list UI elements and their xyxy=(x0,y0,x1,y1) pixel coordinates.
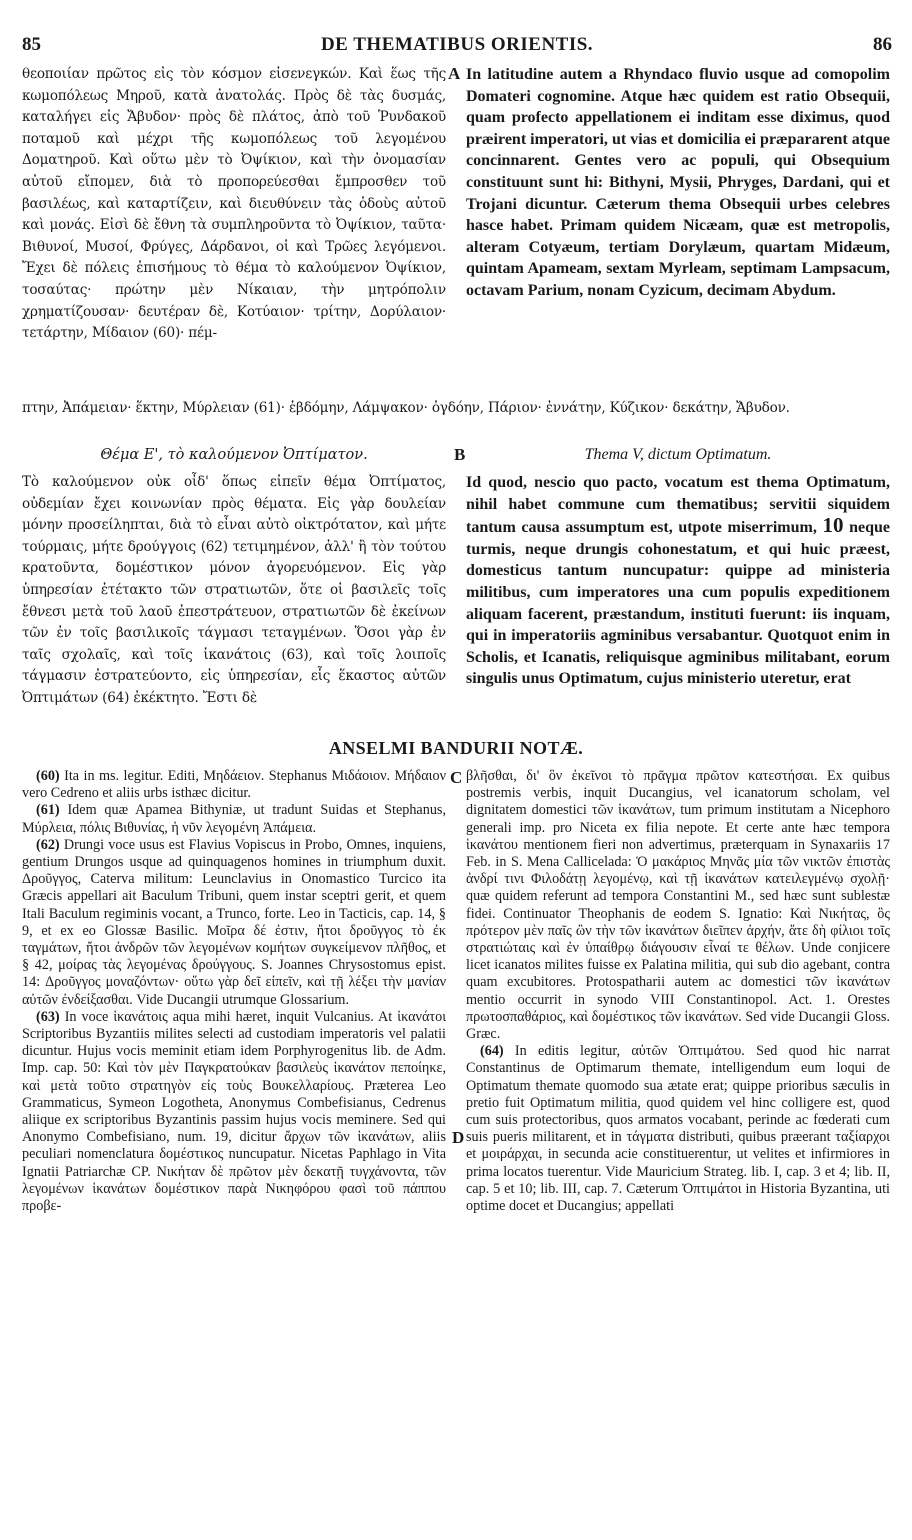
latin-text-top: In latitudine autem a Rhyndaco fluvio usque ad comopolim Domateri cognomine. Atque hæc quidem est ratio Obsequii, quam profecto appellationem ei inditam esse diximus, quod præirent imperatori, ut vias et domicilia ei præpararent atque concinnarent. Gentes vero ac populi, qui Obsequium constituunt sunt hi: Bithyni, Mysii, Phryges, Dardani, qui et Trojani dicuntur. Cæterum thema Obsequii urbes celebres hasce habet. Primam quidem Nicæam, quæ est metropolis, alteram Cotyæum, tertiam Dorylæum, quartam Midæum, quintam Apameam, sextam Myrleam, septimam Lampsacum, octavam Parium, nonam Cyzicum, decimam Abydum. xyxy=(466,66,890,299)
marginal-number: 10 xyxy=(822,513,844,538)
notes-title: ANSELMI BANDURII NOTÆ. xyxy=(328,738,584,758)
section-title-latin: Thema V, dictum Optimatum. xyxy=(584,446,772,463)
greek-text-top: θεοποιίαν πρῶτος εἰς τὸν κόσμον εἰσενεγκών. Καὶ ἕως τῆς κωμοπόλεως Μηροῦ, κατὰ ἀνατολάς. Πρὸς δὲ τὰς δυσμάς, καταλήγει εἰς Ἄβυδον· πρὸς δὲ πλάτος, ἀπὸ τοῦ Ῥυνδακοῦ ποταμοῦ καὶ μέχρι τῆς κωμοπόλεως τοῦ λεγομένου Δοματηροῦ. Καὶ οὕτω μὲν τὸ Ὀψίκιον, καὶ τὴν ὀνομασίαν αὐτοῦ εἴπομεν, διὰ τὸ προπορεύεσθαι ἔμπροσθεν τοῦ βασιλέως, καὶ καταρτίζειν, καὶ διευθύνειν τὰς ὁδοὺς αὐτοῦ καὶ μονάς. Εἰσὶ δὲ ἔθνη τὰ συμπληροῦντα τὸ Ὀψίκιον, ταῦτα· Βιθυνοί, Μυσοί, Φρύγες, Δάρδανοι, οἱ καὶ Τρῶες λεγόμενοι. Ἔχει δὲ πόλεις ἐπισήμους τὸ θέμα τὸ καλούμενον Ὀψίκιον, τοσαύτας· πρώτην μὲν Νίκαιαν, τὴν μητρόπολιν χρηματίζουσαν· δευτέραν δὲ, Κοτύαιον· τρίτην, Δορύλαιον· τετάρτην, Μίδαιον (60)· πέμ- xyxy=(22,66,446,342)
greek-span-line xyxy=(22,398,892,442)
margin-mark-c: C xyxy=(450,768,463,787)
latin-text-main-a: Id quod, nescio quo pacto, vocatum est thema Optimatum, nihil habet commune cum thematibus; servitii siquidem tantum causa assumptum est, utpote miserrimum, xyxy=(466,474,890,537)
note-64: (64) In editis legitur, αὐτῶν Ὀπτιμάτου. Sed quod hic narrat Constantinus de Optimarum themate, intelligendum eum loqui de Optimatum themate quomodo sua ætate erat; quippe prioribus sæculis in pretio fuit Optimatum militia, quod quidem vel hinc colligere est, quod cum suis protectoribus, quos armatos vocabant, perinde ac fœderati cum suis pueris militarent, et in τάγματα distributi, quibus præerant ταξίαρχοι et μοιράρχαι, in secunda acie constituerentur, ut velites et infirmiores in prima locatos tuerentur. Vide Mauricium Strateg. lib. I, cap. 3 et 4; lib. II, cap. 5 et 10; lib. III, cap. 7. Cæterum Ὀπτιμάτοι in Historia Byzantina, uti optime docet et Ducangius; appellati xyxy=(466,1043,890,1215)
greek-column-main xyxy=(22,472,446,728)
margin-mark-a: A xyxy=(448,64,461,83)
latin-column-top xyxy=(466,64,890,386)
section-title-greek: Θέμα Ε', τὸ καλούμενον Ὀπτίματον. xyxy=(100,447,368,463)
margin-mark-b: B xyxy=(454,445,466,464)
running-header xyxy=(22,34,892,58)
notes-column-left xyxy=(22,768,446,1528)
page-number-right: 86 xyxy=(873,34,892,55)
greek-text-main: Τὸ καλούμενον οὐκ οἶδ' ὅπως εἰπεῖν θέμα Ὀπτίματος, οὐδεμίαν ἔχει κοινωνίαν πρὸς θέματα. Εἰς γὰρ δουλείαν μόνην προσείληπται, διὰ τὸ εἶναι αὐτὸ οἰκτρότατον, καὶ μήτε τούρμαις, μήτε δρούγγοις (62) τετιμημένον, ἀλλ' ἢ τὸν τούτου κρατοῦντα, δομέστικον μόνον ἀγορευόμενον. Εἰς γὰρ ὑπηρεσίαν ἐτέτακτο τῶν στρατιωτῶν, ὅτε οἱ βασιλεῖς τοῖς ἔθνεσι μετὰ τοῦ λαοῦ ἐπεστράτευον, στρατιωτῶν δὲ ἐκείνων τῶν ἐν τοῖς βασιλικοῖς τάγμασι τεταγμένων. Ὅσοι γὰρ ἐν ταῖς σχολαῖς, καὶ τοῖς ἱκανάτοις (63), καὶ τοῖς λοιποῖς τάγμασιν ἐστρατεύοντο, εἰς ὑπηρεσίαν, εἷς ἕκαστος αὐτῶν Ὀπτιμάτων (64) ἐκέκτητο. Ἔστι δὲ xyxy=(22,474,446,706)
latin-text-main xyxy=(466,472,890,690)
greek-span-text: πτην, Ἀπάμειαν· ἕκτην, Μύρλειαν (61)· ἑβδόμην, Λάμψακον· ὀγδόην, Πάριον· ἐννάτην, Κύζικον· δεκάτην, Ἄβυδον. xyxy=(22,400,790,416)
margin-mark-d: D xyxy=(452,1128,465,1147)
page-number-left: 85 xyxy=(22,34,41,55)
note-63: (63) In voce ἱκανάτοις aqua mihi hæret, inquit Vulcanius. At ἱκανάτοι Scriptoribus Byzantiis milites selecti ad custodiam imperatoris vel palatii dicuntur. Hujus vocis meminit etiam idem Porphyrogenitus lib. de Adm. Imp. cap. 50: Καὶ τὸν μὲν Παγκρατούκαν βασιλεὺς ἱκανάτον πεποίηκε, καὶ μετὰ τοῦτο στρατηγὸν εἰς τοὺς Βουκελλαρίους. Præterea Leo Grammaticus, Symeon Logotheta, Anonymus Combefisianus, Cedrenus aliique ex scriptoribus Byzantinis passim hujus vocis meminere. Sed qui Anonymo Combefisiano, num. 19, dicitur ἄρχων τῶν ἱκανάτων, aliis peculiari nomenclatura δομέστικος nuncupatur. Nicetas Paphlago in Vita Ignatii Patriarchæ CP. Νικήταν δὲ πρῶτον μὲν δεκατῇ τυγχάνοντα, τῶν λεγομένων ἱκανάτων δομέστικον παρὰ Νικηφόρου φασὶ τοῦ πάππου προβε- xyxy=(22,1008,446,1215)
notes-column-right xyxy=(466,768,890,1528)
latin-column-main xyxy=(466,472,890,728)
note-60: (60) Ita in ms. legitur. Editi, Μηδάειον. Stephanus Μιδάοιον. Μήδαιον vero Cedreno et aliis urbs isthæc dicitur. xyxy=(22,768,446,802)
note-62: (62) Drungi voce usus est Flavius Vopiscus in Probo, Omnes, inquiens, gentium Drungos usque ad quinquagenos homines in triumphum duxit. Δροῦγγος, Caterva militum: Leunclavius in Onomastico Turcico ita Græcis appellari ait Baculum Tribuni, quem instar sceptri gerit, et quem Itali Baculum regiminis vocant, a Trunco, forte. Leo in Tacticis, cap. 14, § 9, et ex eo Glossæ Basilic. Μοῖρα δέ ἐστιν, ἤτοι δροῦγγος τὸ ἐκ ταγμάτων, ἤτοι ἀνδρῶν τῶν λεγομένων κομήτων συγκείμενον πλῆθος, et § 42, μοίρας τὰς λεγομένας δρούγγους. S. Joannes Chrysostomus epist. 14: Δροῦγγος μοναζόντων· οὕτω γὰρ δεῖ εἰπεῖν, καὶ τῇ λέξει τὴν μανίαν αὐτῶν ἐνδείξασθαι. Vide Ducangii utrumque Glossarium. xyxy=(22,836,446,1008)
greek-column-top xyxy=(22,64,446,386)
running-title: DE THEMATIBUS ORIENTIS. xyxy=(320,34,594,55)
note-61: (61) Idem quæ Apamea Bithyniæ, ut tradunt Suidas et Stephanus, Μύρλεια, πόλις Βιθυνίας, ἡ νῦν λεγομένη Ἀπάμεια. xyxy=(22,802,446,836)
latin-text-main-b: neque turmis, neque drungis cohonestatum, et qui huic præest, domesticus tantum nuncupatur: quippe ad ministeria militibus, cum imperatores una cum populis expeditionem aliquam facerent, præstandum, instituti fuerunt: iis inquam, qui in imperatoriis agminibus versabantur. Quotquot enim in Scholis, et Icanatis, reliquisque agminibus militabant, eorum singulis unus Optimatum, cujus ministerio uteretur, erat xyxy=(466,519,890,688)
note-63-continued: βλῆσθαι, δι' ὃν ἐκεῖνοι τὸ πρᾶγμα πρῶτον κατεστήσαι. Ex quibus postremis verbis, inquit Ducangius, vel icanatorum scholam, vel dignitatem domestici τῶν ἱκανάτων, tum primum institutam a Nicephoro generali imp. pro Niceta ex filia nepote. Et certe ante hæc tempora ἱκανάτου mentionem fieri non advertimus, præterquam in Synaxariis 17 Feb. in S. Mena Callicelada: Ὁ μακάριος Μηνᾶς μία τῶν νικτῶν ἐπιστὰς ἀνδρί τινι Φιλοδάτῃ λεγομένῳ, καὶ τῇ ἱκανάτων κατειλεγμένῳ σχολῇ· quæ quidem referunt ad tempora Constantini M., sed hæc sunt sublestæ fidei. Continuator Theophanis de eodem S. Ignatio: Καὶ Νικήτας, ὃς πρότερον μὲν παῖς ὢν τὴν τῶν ἱκανάτων διεῖπεν ἀρχήν, ἅτε δὴ φίλιοι τοῖς στρατιώταις καὶ ἐν ὑπαίθρῳ διάγουσιν εἶναί τε θέλων. Unde conjicere licet icanatos milites fuisse ex Palatina militia, qui sub dio agebant, contra quam excubitores. Protospatharii autem ac domestici τῶν ἱκανάτων mentio occurrit in synodo VIII Constantinopol. Act. 1. Orestes πρωτοσπαθάριος, καὶ δομέστικος τῶν ἱκανάτων. Sed vide Ducangii Gloss. Græc. xyxy=(466,768,890,1043)
